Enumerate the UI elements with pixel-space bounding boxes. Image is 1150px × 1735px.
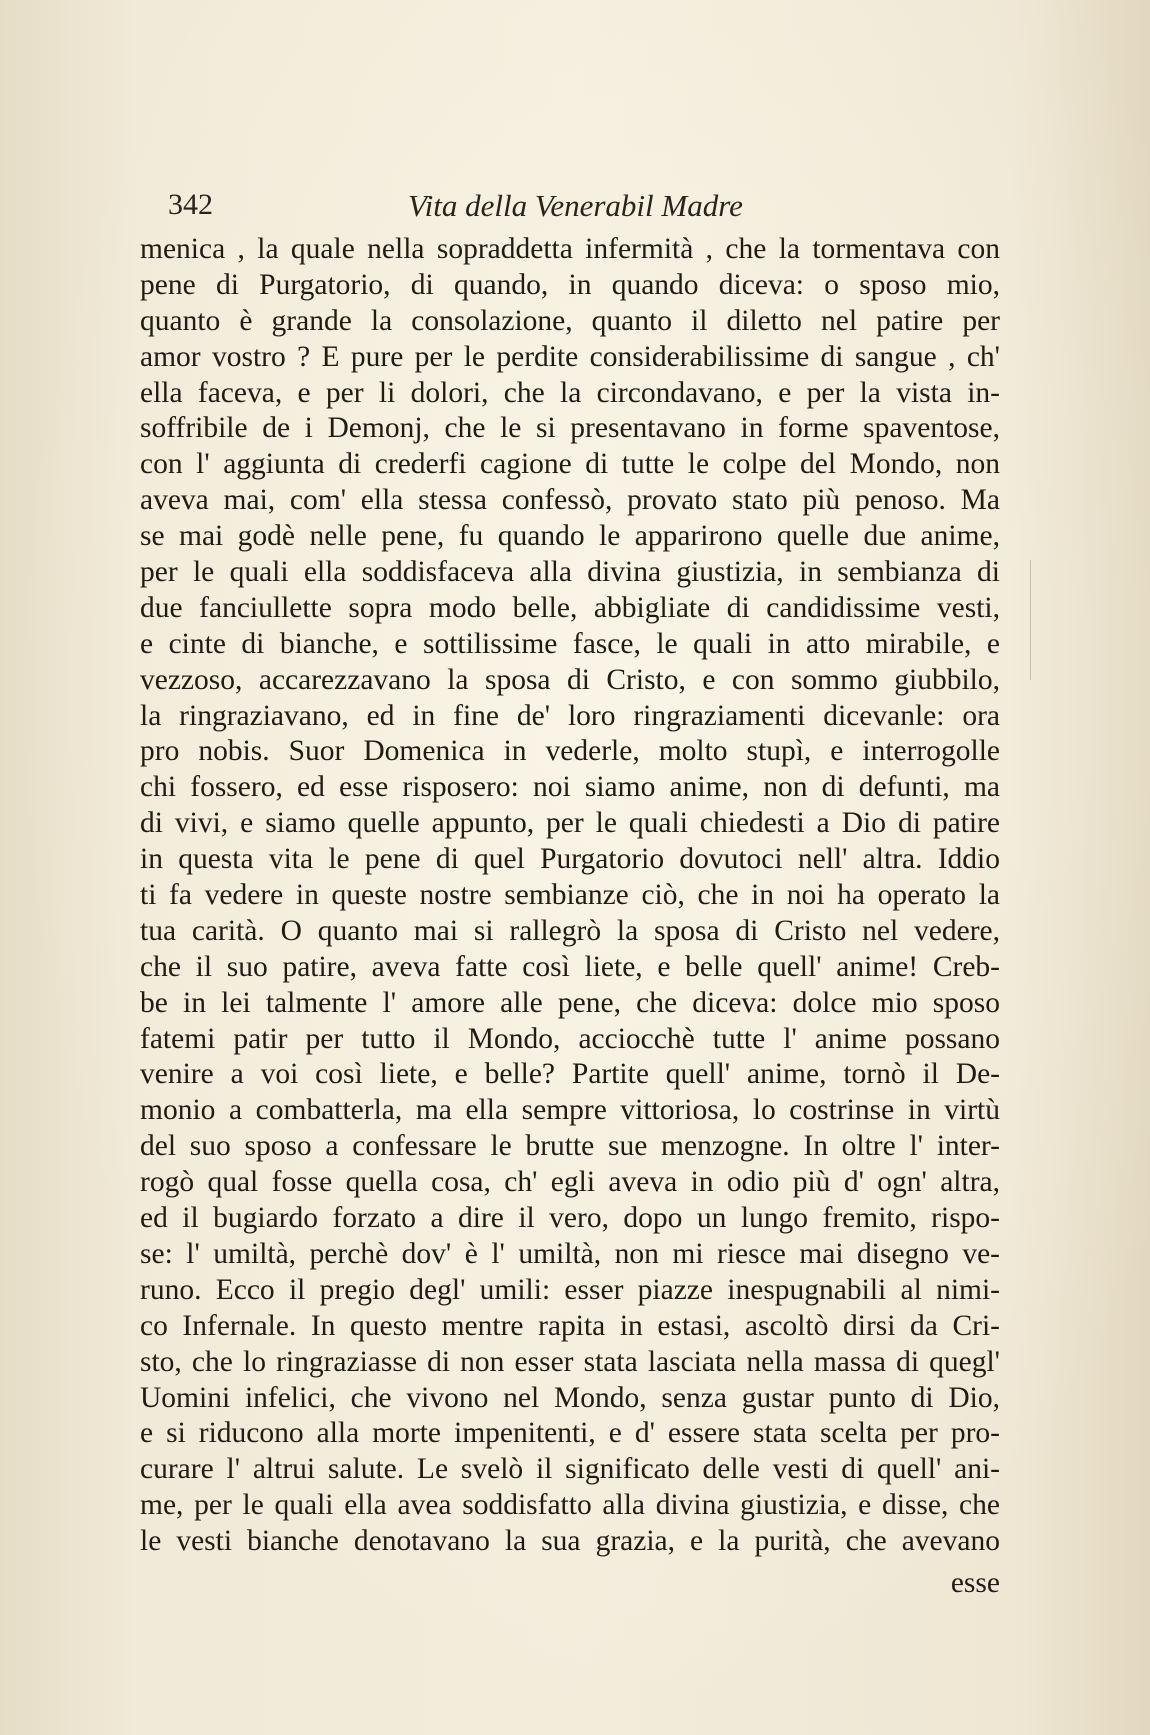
text-line: aveva mai, com' ella stessa confessò, provato stato più penoso. Ma xyxy=(140,484,1000,517)
text-body xyxy=(140,232,1000,1560)
page-crease xyxy=(1030,560,1031,680)
text-line: runo. Ecco il pregio degl' umili: esser piazze inespugnabili al nimi- xyxy=(140,1273,1000,1306)
text-line: fatemi patir per tutto il Mondo, acciocchè tutte l' anime possano xyxy=(140,1022,1000,1055)
running-title: Vita della Venerabil Madre xyxy=(408,188,743,223)
text-line: se mai godè nelle pene, fu quando le apparirono quelle due anime, xyxy=(140,520,1000,553)
text-line: del suo sposo a confessare le brutte sue menzogne. In oltre l' inter- xyxy=(140,1130,1000,1163)
text-line: menica , la quale nella sopraddetta infermità , che la tormentava con xyxy=(140,233,1000,265)
text-line: soffribile de i Demonj, che le si presentavano in forme spaventose, xyxy=(140,412,1000,445)
text-line: amor vostro ? E pure per le perdite considerabilissime di sangue , ch' xyxy=(140,340,1000,373)
text-line: tua carità. O quanto mai si rallegrò la sposa di Cristo nel vedere, xyxy=(140,914,1000,947)
catchword: esse xyxy=(950,1567,1000,1599)
text-line: rogò qual fosse quella cosa, ch' egli aveva in odio più d' ogn' altra, xyxy=(140,1166,1000,1199)
page-number: 342 xyxy=(168,188,213,221)
text-line: di vivi, e siamo quelle appunto, per le quali chiedesti a Dio di patire xyxy=(140,807,1000,840)
text-line: due fanciullette sopra modo belle, abbigliate di candidissime vesti, xyxy=(140,591,1000,624)
catchword-row xyxy=(140,1565,1000,1601)
text-line: pene di Purgatorio, di quando, in quando diceva: o sposo mio, xyxy=(140,268,1000,301)
text-line: monio a combatterla, ma ella sempre vittoriosa, lo costrinse in virtù xyxy=(140,1094,1000,1127)
text-line: sto, che lo ringraziasse di non esser stata lasciata nella massa di quegl' xyxy=(140,1345,1000,1378)
text-line: pro nobis. Suor Domenica in vederle, molto stupì, e interrogolle xyxy=(140,735,1000,768)
text-line: la ringraziavano, ed in fine de' loro ringraziamenti dicevanle: ora xyxy=(140,699,1000,732)
text-line: curare l' altrui salute. Le svelò il significato delle vesti di quell' ani- xyxy=(140,1453,1000,1486)
text-line: ti fa vedere in queste nostre sembianze ciò, che in noi ha operato la xyxy=(140,879,1000,912)
text-line: quanto è grande la consolazione, quanto il diletto nel patire per xyxy=(140,304,1000,337)
text-line: venire a voi così liete, e belle? Partite quell' anime, tornò il De- xyxy=(140,1058,1000,1091)
text-line: se: l' umiltà, perchè dov' è l' umiltà, non mi riesce mai disegno ve- xyxy=(140,1237,1000,1270)
text-line: con l' aggiunta di crederfi cagione di tutte le colpe del Mondo, non xyxy=(140,448,1000,481)
text-line: che il suo patire, aveva fatte così liete, e belle quell' anime! Creb- xyxy=(140,950,1000,983)
text-line: le vesti bianche denotavano la sua grazia, e la purità, che avevano xyxy=(140,1525,1000,1558)
text-line: Uomini infelici, che vivono nel Mondo, senza gustar punto di Dio, xyxy=(140,1381,1000,1414)
text-line: chi fossero, ed esse risposero: noi siamo anime, non di defunti, ma xyxy=(140,771,1000,804)
text-line: per le quali ella soddisfaceva alla divina giustizia, in sembianza di xyxy=(140,556,1000,589)
text-line: ella faceva, e per li dolori, che la circondavano, e per la vista in- xyxy=(140,376,1000,409)
text-line: in questa vita le pene di quel Purgatorio dovutoci nell' altra. Iddio xyxy=(140,843,1000,876)
text-line: ed il bugiardo forzato a dire il vero, dopo un lungo fremito, rispo- xyxy=(140,1202,1000,1235)
text-line: co Infernale. In questo mentre rapita in estasi, ascoltò dirsi da Cri- xyxy=(140,1309,1000,1342)
text-line: vezzoso, accarezzavano la sposa di Cristo, e con sommo giubbilo, xyxy=(140,663,1000,696)
text-line: e cinte di bianche, e sottilissime fasce, le quali in atto mirabile, e xyxy=(140,627,1000,660)
page-header xyxy=(168,188,988,228)
text-line: e si riducono alla morte impenitenti, e d' essere stata scelta per pro- xyxy=(140,1417,1000,1450)
text-line: me, per le quali ella avea soddisfatto alla divina giustizia, e disse, che xyxy=(140,1489,1000,1522)
text-line: be in lei talmente l' amore alle pene, che diceva: dolce mio sposo xyxy=(140,986,1000,1019)
